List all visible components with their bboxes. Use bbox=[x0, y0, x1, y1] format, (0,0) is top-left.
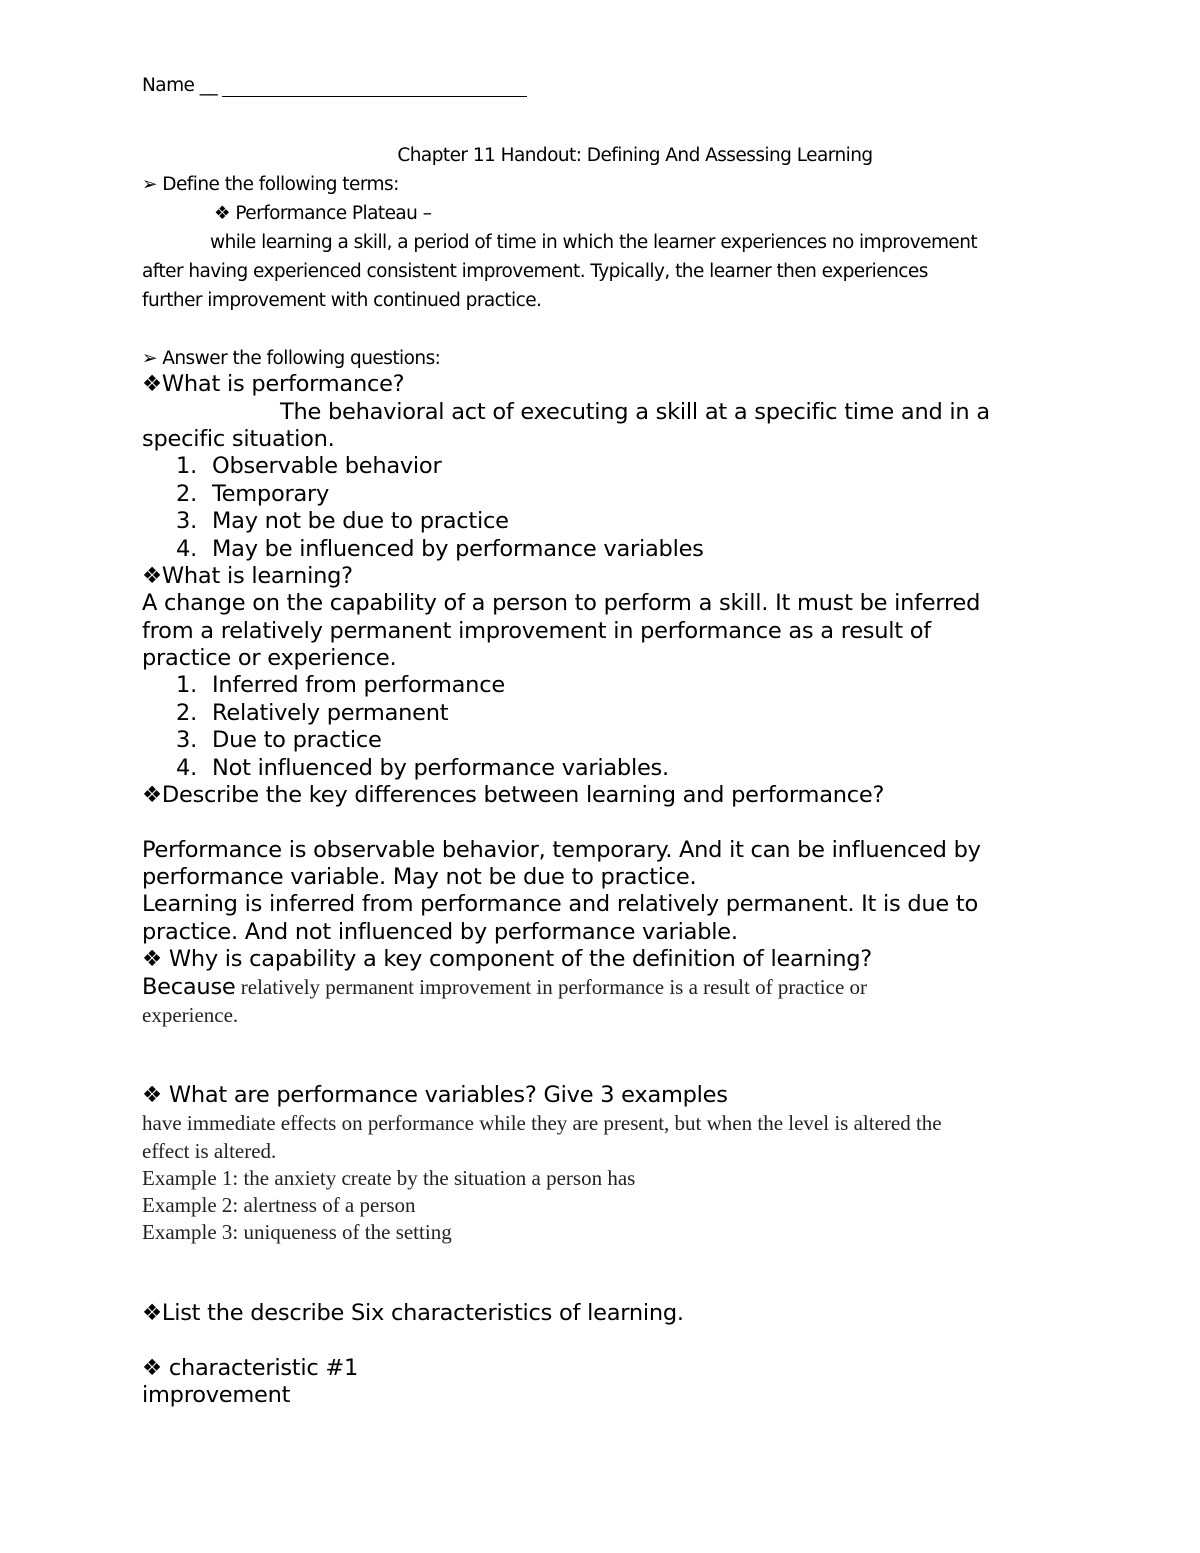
list-text: Observable behavior bbox=[212, 453, 442, 479]
answer-questions-heading: ➢ Answer the following questions: bbox=[142, 348, 441, 369]
list-item bbox=[176, 672, 505, 698]
list-item bbox=[176, 508, 509, 534]
answer-line: performance variable. May not be due to practice. bbox=[142, 864, 697, 890]
list-number: 3. bbox=[176, 727, 197, 753]
example-line: Example 2: alertness of a person bbox=[142, 1193, 416, 1217]
question-performance: ❖What is performance? bbox=[142, 371, 405, 397]
question-capability: ❖ Why is capability a key component of the definition of learning? bbox=[142, 946, 872, 972]
list-number: 1. bbox=[176, 672, 197, 698]
list-item bbox=[176, 481, 329, 507]
definition-line: further improvement with continued practice. bbox=[142, 290, 542, 311]
list-text: Relatively permanent bbox=[212, 700, 449, 726]
question-learning: ❖What is learning? bbox=[142, 563, 353, 589]
list-item bbox=[176, 727, 382, 753]
answer-line: experience. bbox=[142, 1003, 239, 1027]
list-text: Inferred from performance bbox=[212, 672, 505, 698]
answer-line: Learning is inferred from performance and relatively permanent. It is due to bbox=[142, 891, 978, 917]
question-performance-variables: ❖ What are performance variables? Give 3 examples bbox=[142, 1082, 728, 1108]
definition-line: after having experienced consistent improvement. Typically, the learner then experiences bbox=[142, 261, 928, 282]
answer-line: have immediate effects on performance while they are present, but when the level is altered the bbox=[142, 1111, 942, 1135]
answer-lead: Because bbox=[142, 974, 236, 1000]
list-item bbox=[176, 700, 448, 726]
answer-line: The behavioral act of executing a skill at a specific time and in a bbox=[280, 399, 990, 425]
answer-line: specific situation. bbox=[142, 426, 335, 452]
list-text: May be influenced by performance variables bbox=[212, 536, 704, 562]
list-item bbox=[176, 536, 704, 562]
list-text: Not influenced by performance variables. bbox=[212, 755, 669, 781]
question-differences: ❖Describe the key differences between learning and performance? bbox=[142, 782, 885, 808]
name-blank[interactable] bbox=[222, 75, 527, 97]
answer-line: practice or experience. bbox=[142, 645, 397, 671]
example-line: Example 3: uniqueness of the setting bbox=[142, 1220, 452, 1244]
list-text: Temporary bbox=[212, 481, 330, 507]
answer-line: effect is altered. bbox=[142, 1139, 277, 1163]
example-line: Example 1: the anxiety create by the situation a person has bbox=[142, 1166, 636, 1190]
name-line bbox=[142, 75, 527, 97]
list-number: 4. bbox=[176, 755, 197, 781]
document-title: Chapter 11 Handout: Defining And Assessing Learning bbox=[397, 145, 873, 166]
name-label: Name __ bbox=[142, 75, 218, 96]
list-number: 4. bbox=[176, 536, 197, 562]
list-text: May not be due to practice bbox=[212, 508, 509, 534]
define-terms-heading: ➢ Define the following terms: bbox=[142, 174, 399, 195]
answer-line bbox=[142, 974, 867, 1000]
characteristic-label: ❖ characteristic #1 bbox=[142, 1355, 359, 1381]
answer-rest: relatively permanent improvement in performance is a result of practice or bbox=[235, 975, 868, 999]
definition-line: while learning a skill, a period of time in which the learner experiences no improvement bbox=[210, 232, 978, 253]
list-item bbox=[176, 755, 669, 781]
list-text: Due to practice bbox=[212, 727, 382, 753]
answer-line: from a relatively permanent improvement in performance as a result of bbox=[142, 618, 931, 644]
question-six-characteristics: ❖List the describe Six characteristics of learning. bbox=[142, 1300, 684, 1326]
list-item bbox=[176, 453, 441, 479]
answer-line: practice. And not influenced by performance variable. bbox=[142, 919, 738, 945]
list-number: 3. bbox=[176, 508, 197, 534]
list-number: 2. bbox=[176, 700, 197, 726]
answer-line: A change on the capability of a person to perform a skill. It must be inferred bbox=[142, 590, 981, 616]
characteristic-value: improvement bbox=[142, 1382, 291, 1408]
list-number: 2. bbox=[176, 481, 197, 507]
term-performance-plateau: ❖ Performance Plateau – bbox=[214, 203, 432, 224]
answer-line: Performance is observable behavior, temporary. And it can be influenced by bbox=[142, 837, 981, 863]
list-number: 1. bbox=[176, 453, 197, 479]
